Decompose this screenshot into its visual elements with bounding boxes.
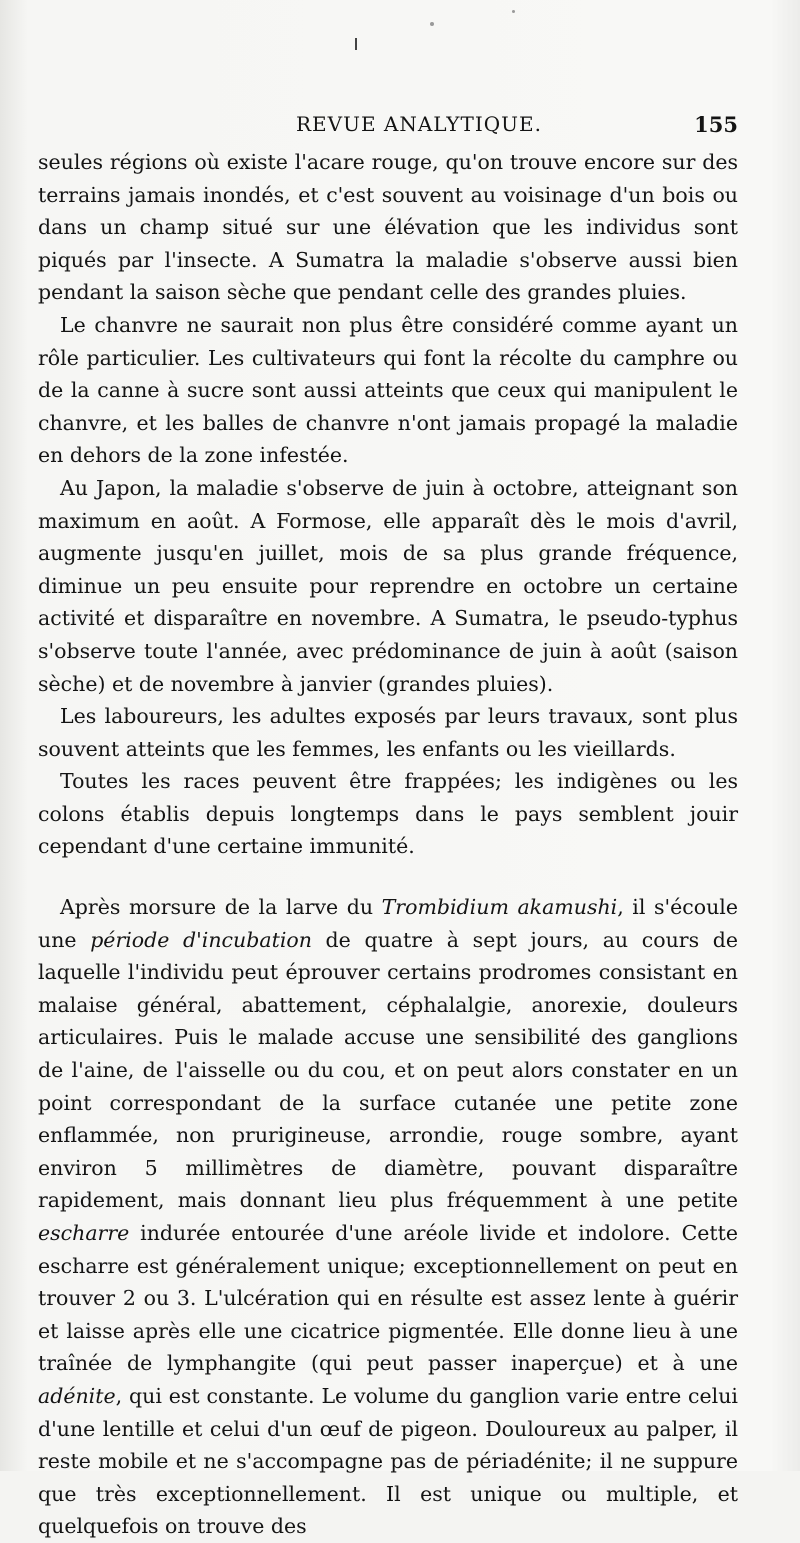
term-adenite: adénite: [38, 1383, 116, 1408]
running-head: REVUE ANALYTIQUE.: [296, 112, 542, 136]
text-run: indurée entourée d'une aréole livide et indolore. Cette escharre est généralement unique; exceptionnellement on peut en trouver 2 ou 3. L'ulcération qui en résulte est assez lente à guérir et laisse après elle une cicatrice pigmentée. Elle donne lieu à une traînée de lymphangite (qui peut passer inaperçue) et à une: [38, 1221, 738, 1376]
term-escharre: escharre: [38, 1221, 130, 1245]
body-text: [38, 146, 738, 1543]
species-name: Trombidium akamushi: [381, 895, 618, 920]
paragraph: Toutes les races peuvent être frappées; les indigènes ou les colons établis depuis longtemps dans le pays semblent jouir cependant d'une certaine immunité.: [38, 769, 738, 859]
text-run: Après morsure de la larve du: [60, 895, 382, 920]
scan-mark: [355, 38, 357, 50]
paragraph: Au Japon, la maladie s'observe de juin à octobre, atteignant son maximum en août. A Formose, elle apparaît dès le mois d'avril, augmente jusqu'en juillet, mois de sa plus grande fréquence, diminue un peu ensuite pour reprendre en octobre un certaine activité et disparaître en novembre. A Sumatra, le pseudo-typhus s'observe toute l'année, avec prédominance de juin à août (saison sèche) et de novembre à janvier (grandes pluies).: [38, 475, 738, 696]
text-run: , qui est constante. Le volume du ganglion varie entre celui d'une lentille et celui d'un œuf de pigeon. Douloureux au palper, il reste mobile et ne s'accompagne pas de périadénite; il ne suppure que très exceptionnellement. Il est unique ou multiple, et quelquefois on trouve des: [38, 1383, 738, 1539]
paragraph-symptoms: [38, 891, 738, 1543]
text-run: de quatre à sept jours, au cours de laquelle l'individu peut éprouver certains prodromes consistant en malaise général, abattement, céphalalgie, anorexie, douleurs articulaires. Puis le malade accuse une sensibilité des ganglions de l'aine, de l'aisselle ou du cou, et on peut alors constater en un point correspondant de la surface cutanée une petite zone enflammée, non prurigineuse, arrondie, rouge sombre, ayant environ 5 millimètres de diamètre, pouvant disparaître rapidement, mais donnant lieu plus fréquemment à une petite: [38, 927, 738, 1213]
page-number: 155: [694, 112, 738, 137]
term-incubation: période d'incubation: [90, 927, 312, 952]
scan-speck: [430, 22, 434, 26]
text-run: , il s'écoule une: [38, 895, 738, 952]
scan-speck: [512, 10, 515, 13]
page-header: [38, 112, 738, 142]
paragraph: seules régions où existe l'acare rouge, qu'on trouve encore sur des terrains jamais inondés, et c'est souvent au voisinage d'un bois ou dans un champ situé sur une élévation que les individus sont piqués par l'insecte. A Sumatra la maladie s'observe aussi bien pendant la saison sèche que pendant celle des grandes pluies.: [38, 150, 738, 305]
paragraph: Les laboureurs, les adultes exposés par leurs travaux, sont plus souvent atteints que les femmes, les enfants ou les vieillards.: [38, 704, 738, 761]
paragraph: Le chanvre ne saurait non plus être considéré comme ayant un rôle particulier. Les cultivateurs qui font la récolte du camphre ou de la canne à sucre sont aussi atteints que ceux qui manipulent le chanvre, et les balles de chanvre n'ont jamais propagé la maladie en dehors de la zone infestée.: [38, 312, 738, 468]
